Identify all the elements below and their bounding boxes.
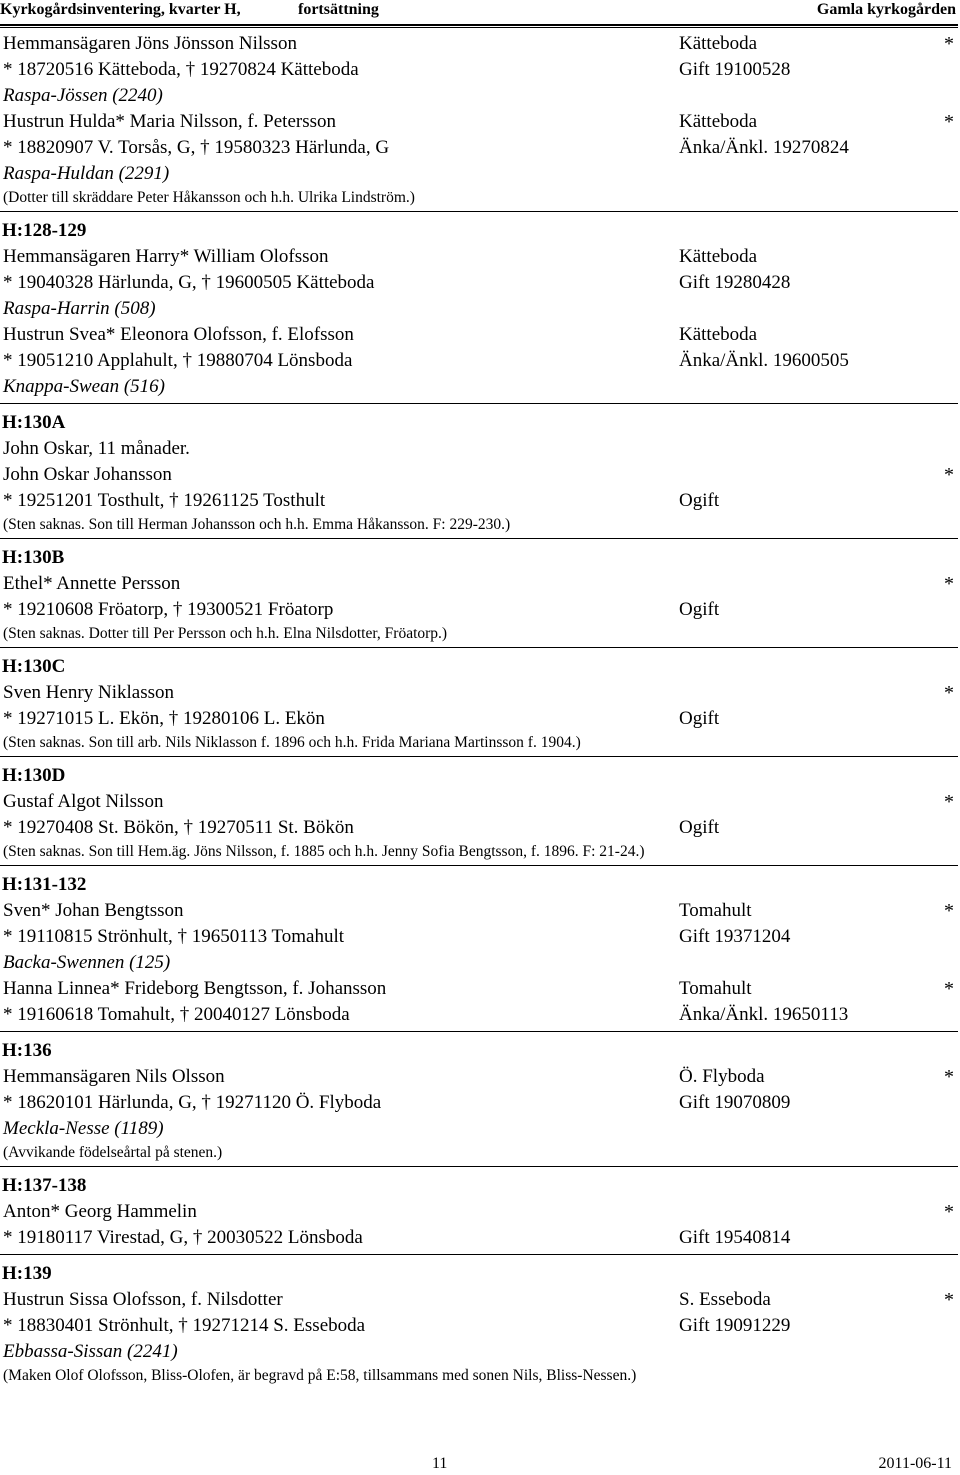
section-divider xyxy=(0,211,958,212)
entry-line xyxy=(0,348,960,374)
entry-text: * 18830401 Strönhult, † 19271214 S. Esseboda xyxy=(3,1315,366,1336)
entry-line xyxy=(0,109,960,135)
entry-line xyxy=(0,597,960,623)
entry-text: Hanna Linnea* Frideborg Bengtsson, f. Johansson xyxy=(3,978,387,999)
entry-text: Ethel* Annette Persson xyxy=(3,573,181,594)
entry-line xyxy=(0,1339,960,1365)
section-divider xyxy=(0,1254,958,1255)
entry-text: Hustrun Sissa Olofsson, f. Nilsdotter xyxy=(3,1289,283,1310)
section-divider xyxy=(0,403,958,404)
entry-line xyxy=(0,950,960,976)
entry-name: Hustrun Hulda* Maria Nilsson, f. Petersson xyxy=(3,111,336,132)
entry-note: (Sten saknas. Son till Herman Johansson och h.h. Emma Håkansson. F: 229-230.) xyxy=(3,516,511,533)
entry-place: Kätteboda xyxy=(679,33,758,54)
sections xyxy=(0,211,960,1386)
entry-text: Sven Henry Niklasson xyxy=(3,682,174,703)
entry-right: Tomahult xyxy=(679,978,752,999)
entry-nickname: Backa-Swennen (125) xyxy=(3,952,171,973)
entry-text: * 19270408 St. Bökön, † 19270511 St. Bökön xyxy=(3,817,354,838)
entry-star: * xyxy=(944,1289,954,1311)
entry-line xyxy=(0,789,960,815)
entry-line xyxy=(0,924,960,950)
entry-text: * 19271015 L. Ekön, † 19280106 L. Ekön xyxy=(3,708,325,729)
entry-line xyxy=(0,1225,960,1251)
entry-text: Hemmansägaren Nils Olsson xyxy=(3,1066,225,1087)
section-title: H:130C xyxy=(2,656,66,677)
document-body xyxy=(0,31,960,1386)
section-title: H:136 xyxy=(2,1040,52,1061)
entry-text: * 19110815 Strönhult, † 19650113 Tomahult xyxy=(3,926,345,947)
entry-right: Kätteboda xyxy=(679,324,758,345)
entry-right: Ogift xyxy=(679,708,720,729)
entry-text: Anton* Georg Hammelin xyxy=(3,1201,197,1222)
entry-star: * xyxy=(944,464,954,486)
entry-line xyxy=(0,571,960,597)
entry-right: Änka/Änkl. 19650113 xyxy=(679,1004,849,1025)
entry-text: Hemmansägaren Harry* William Olofsson xyxy=(3,246,329,267)
entry-text: Gustaf Algot Nilsson xyxy=(3,791,164,812)
entry-star: * xyxy=(944,900,954,922)
entry-line xyxy=(0,270,960,296)
entry-note: (Avvikande födelseårtal på stenen.) xyxy=(3,1144,223,1161)
entry-text: Sven* Johan Bengtsson xyxy=(3,900,184,921)
entry-star: * xyxy=(944,1066,954,1088)
entry-note: (Sten saknas. Son till Hem.äg. Jöns Nilsson, f. 1885 och h.h. Jenny Sofia Bengtsson, f. 1896. F: 21-24.) xyxy=(3,843,645,860)
header-rule-thick xyxy=(0,24,958,26)
header-cemetery: Gamla kyrkogården xyxy=(816,1,956,18)
entry-right: Änka/Änkl. 19600505 xyxy=(679,350,849,371)
page-footer xyxy=(0,1455,960,1475)
entry-right: Gift 19540814 xyxy=(679,1227,791,1248)
entry-note: (Dotter till skräddare Peter Håkansson och h.h. Ulrika Lindström.) xyxy=(3,189,415,206)
entry-nickname: Meckla-Nesse (1189) xyxy=(3,1118,164,1139)
entry-text: * 19251201 Tosthult, † 19261125 Tosthult xyxy=(3,490,326,511)
entry-note: (Sten saknas. Dotter till Per Persson och h.h. Elna Nilsdotter, Fröatorp.) xyxy=(3,625,448,642)
entry-line xyxy=(0,815,960,841)
entry-line xyxy=(0,322,960,348)
entry-nickname: Ebbassa-Sissan (2241) xyxy=(3,1341,178,1362)
entry-star: * xyxy=(944,791,954,813)
section-title: H:130B xyxy=(2,547,65,568)
entry-star: * xyxy=(944,111,954,133)
entry-nickname: Raspa-Huldan (2291) xyxy=(3,163,170,184)
entry-line xyxy=(0,1313,960,1339)
entry-right: Gift 19091229 xyxy=(679,1315,791,1336)
entry-text: * 19160618 Tomahult, † 20040127 Lönsboda xyxy=(3,1004,350,1025)
entry-place: Kätteboda xyxy=(679,111,758,132)
entry-nickname: Knappa-Swean (516) xyxy=(3,376,166,397)
entry-nickname: Raspa-Harrin (508) xyxy=(3,298,156,319)
entry-line xyxy=(0,135,960,161)
entry-right: S. Esseboda xyxy=(679,1289,771,1310)
entry-line xyxy=(0,1064,960,1090)
entry-star: * xyxy=(944,682,954,704)
page-number: 11 xyxy=(432,1455,448,1472)
entry-right: Ogift xyxy=(679,490,720,511)
entry-text: Hustrun Svea* Eleonora Olofsson, f. Elofsson xyxy=(3,324,354,345)
section-title: H:137-138 xyxy=(2,1175,87,1196)
section-divider xyxy=(0,756,958,757)
entry-name: Hemmansägaren Jöns Jönsson Nilsson xyxy=(3,33,297,54)
entry-line xyxy=(0,161,960,187)
header-subtitle: fortsättning xyxy=(298,1,379,18)
section-divider xyxy=(0,647,958,648)
entry-star: * xyxy=(944,573,954,595)
entry-line xyxy=(0,976,960,1002)
entry-right: Tomahult xyxy=(679,900,752,921)
section-title: H:139 xyxy=(2,1263,52,1284)
entry-line xyxy=(0,1199,960,1225)
entry-text: * 19051210 Applahult, † 19880704 Lönsboda xyxy=(3,350,353,371)
entry-star: * xyxy=(944,33,954,55)
section-divider xyxy=(0,538,958,539)
page-header xyxy=(0,0,960,26)
entry-line xyxy=(0,83,960,109)
entry-text: * 19210608 Fröatorp, † 19300521 Fröatorp xyxy=(3,599,334,620)
entry-dates: * 18820907 V. Torsås, G, † 19580323 Härlunda, G xyxy=(3,137,390,158)
entry-star: * xyxy=(944,978,954,1000)
entry-text: John Oskar Johansson xyxy=(3,464,172,485)
section-divider xyxy=(0,1166,958,1167)
entry-right: Gift 19371204 xyxy=(679,926,791,947)
entry-note: (Maken Olof Olofsson, Bliss-Olofen, är begravd på E:58, tillsammans med sonen Nils, Bliss-Nessen.) xyxy=(3,1367,637,1384)
entry-right: Ogift xyxy=(679,599,720,620)
entry-line xyxy=(0,706,960,732)
entry-marital: Gift 19100528 xyxy=(679,59,791,80)
entry-line xyxy=(0,1287,960,1313)
entry-line xyxy=(0,31,960,57)
entry-text: * 19040328 Härlunda, G, † 19600505 Kätteboda xyxy=(3,272,375,293)
entry-right: Gift 19070809 xyxy=(679,1092,791,1113)
section-title: H:130D xyxy=(2,765,66,786)
entry-line xyxy=(0,436,960,462)
entry-line xyxy=(0,898,960,924)
entry-right: Ogift xyxy=(679,817,720,838)
entry-text: John Oskar, 11 månader. xyxy=(3,438,190,459)
header-rule-thin xyxy=(0,27,958,28)
section-divider xyxy=(0,865,958,866)
section-title: H:128-129 xyxy=(2,220,87,241)
entry-line xyxy=(0,57,960,83)
entry-line xyxy=(0,462,960,488)
entry-right: Gift 19280428 xyxy=(679,272,791,293)
entry-marital: Änka/Änkl. 19270824 xyxy=(679,137,849,158)
section-title: H:130A xyxy=(2,412,66,433)
entry-text: * 18620101 Härlunda, G, † 19271120 Ö. Flyboda xyxy=(3,1092,382,1113)
entry-right: Kätteboda xyxy=(679,246,758,267)
entry-dates: * 18720516 Kätteboda, † 19270824 Kätteboda xyxy=(3,59,359,80)
entry-line xyxy=(0,680,960,706)
header-title: Kyrkogårdsinventering, kvarter H, xyxy=(0,1,241,18)
entry-nickname: Raspa-Jössen (2240) xyxy=(3,85,163,106)
entry-line xyxy=(0,1002,960,1028)
entry-star: * xyxy=(944,1201,954,1223)
footer-date: 2011-06-11 xyxy=(878,1455,952,1472)
entry-note: (Sten saknas. Son till arb. Nils Niklasson f. 1896 och h.h. Frida Mariana Martinsson f. 1904.) xyxy=(3,734,581,751)
entry-line xyxy=(0,244,960,270)
entry-line xyxy=(0,374,960,400)
entry-line xyxy=(0,488,960,514)
entry-right: Ö. Flyboda xyxy=(679,1066,765,1087)
section-title: H:131-132 xyxy=(2,874,87,895)
entry-line xyxy=(0,1116,960,1142)
section-divider xyxy=(0,1031,958,1032)
entry-line xyxy=(0,296,960,322)
entry-line xyxy=(0,1090,960,1116)
entry-text: * 19180117 Virestad, G, † 20030522 Lönsboda xyxy=(3,1227,363,1248)
